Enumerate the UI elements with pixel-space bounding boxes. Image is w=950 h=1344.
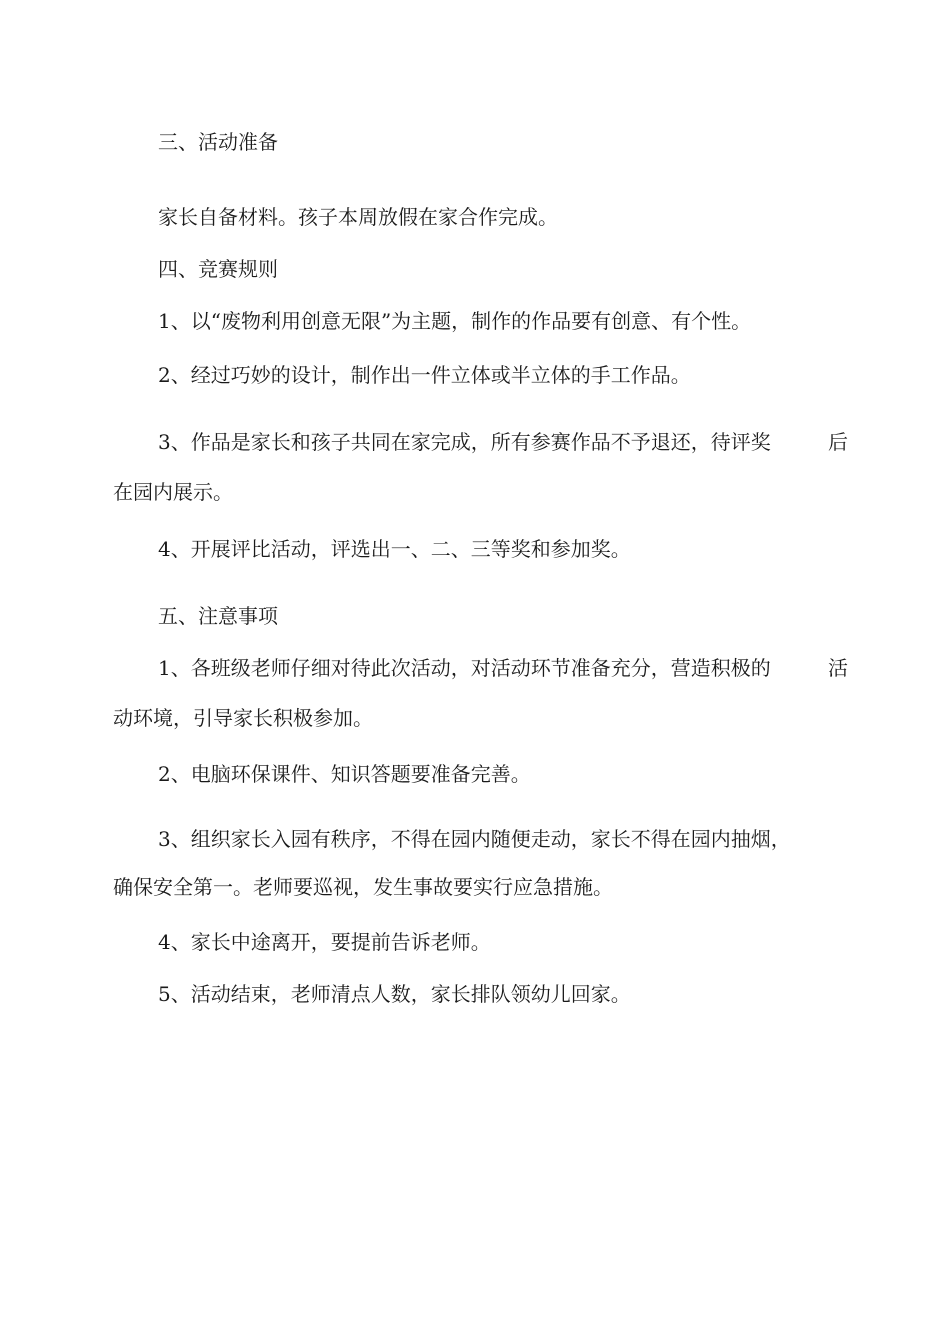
note-item-2: 2、电脑环保课件、知识答题要准备完善。 — [158, 762, 531, 786]
note-item-1-tail: 活 — [828, 656, 848, 680]
rule-item-2: 2、经过巧妙的设计，制作出一件立体或半立体的手工作品。 — [158, 363, 691, 387]
preparation-text: 家长自备材料。孩子本周放假在家合作完成。 — [158, 205, 558, 229]
note-item-3-line-2: 确保安全第一。老师要巡视，发生事故要实行应急措施。 — [113, 875, 613, 899]
note-item-1-line-1 — [158, 655, 848, 681]
rule-item-1: 1、以“废物利用创意无限”为主题，制作的作品要有创意、有个性。 — [158, 309, 752, 333]
rule-item-3-line-1 — [158, 429, 848, 455]
section-heading-notes: 五、注意事项 — [158, 604, 278, 628]
rule-item-3-line-2: 在园内展示。 — [113, 480, 233, 504]
note-item-4: 4、家长中途离开，要提前告诉老师。 — [158, 930, 491, 954]
note-item-1-line-2: 动环境，引导家长积极参加。 — [113, 706, 373, 730]
rule-item-3-text: 3、作品是家长和孩子共同在家完成，所有参赛作品不予退还，待评奖 — [158, 430, 771, 454]
note-item-5: 5、活动结束，老师清点人数，家长排队领幼儿回家。 — [158, 982, 631, 1006]
rule-item-3-tail: 后 — [828, 430, 848, 454]
section-heading-rules: 四、竞赛规则 — [158, 257, 278, 281]
note-item-1-text: 1、各班级老师仔细对待此次活动，对活动环节准备充分，营造积极的 — [158, 656, 771, 680]
section-heading-preparation: 三、活动准备 — [158, 130, 278, 154]
rule-item-4: 4、开展评比活动，评选出一、二、三等奖和参加奖。 — [158, 537, 631, 561]
note-item-3-line-1: 3、组织家长入园有秩序，不得在园内随便走动，家长不得在园内抽烟， — [158, 827, 791, 851]
